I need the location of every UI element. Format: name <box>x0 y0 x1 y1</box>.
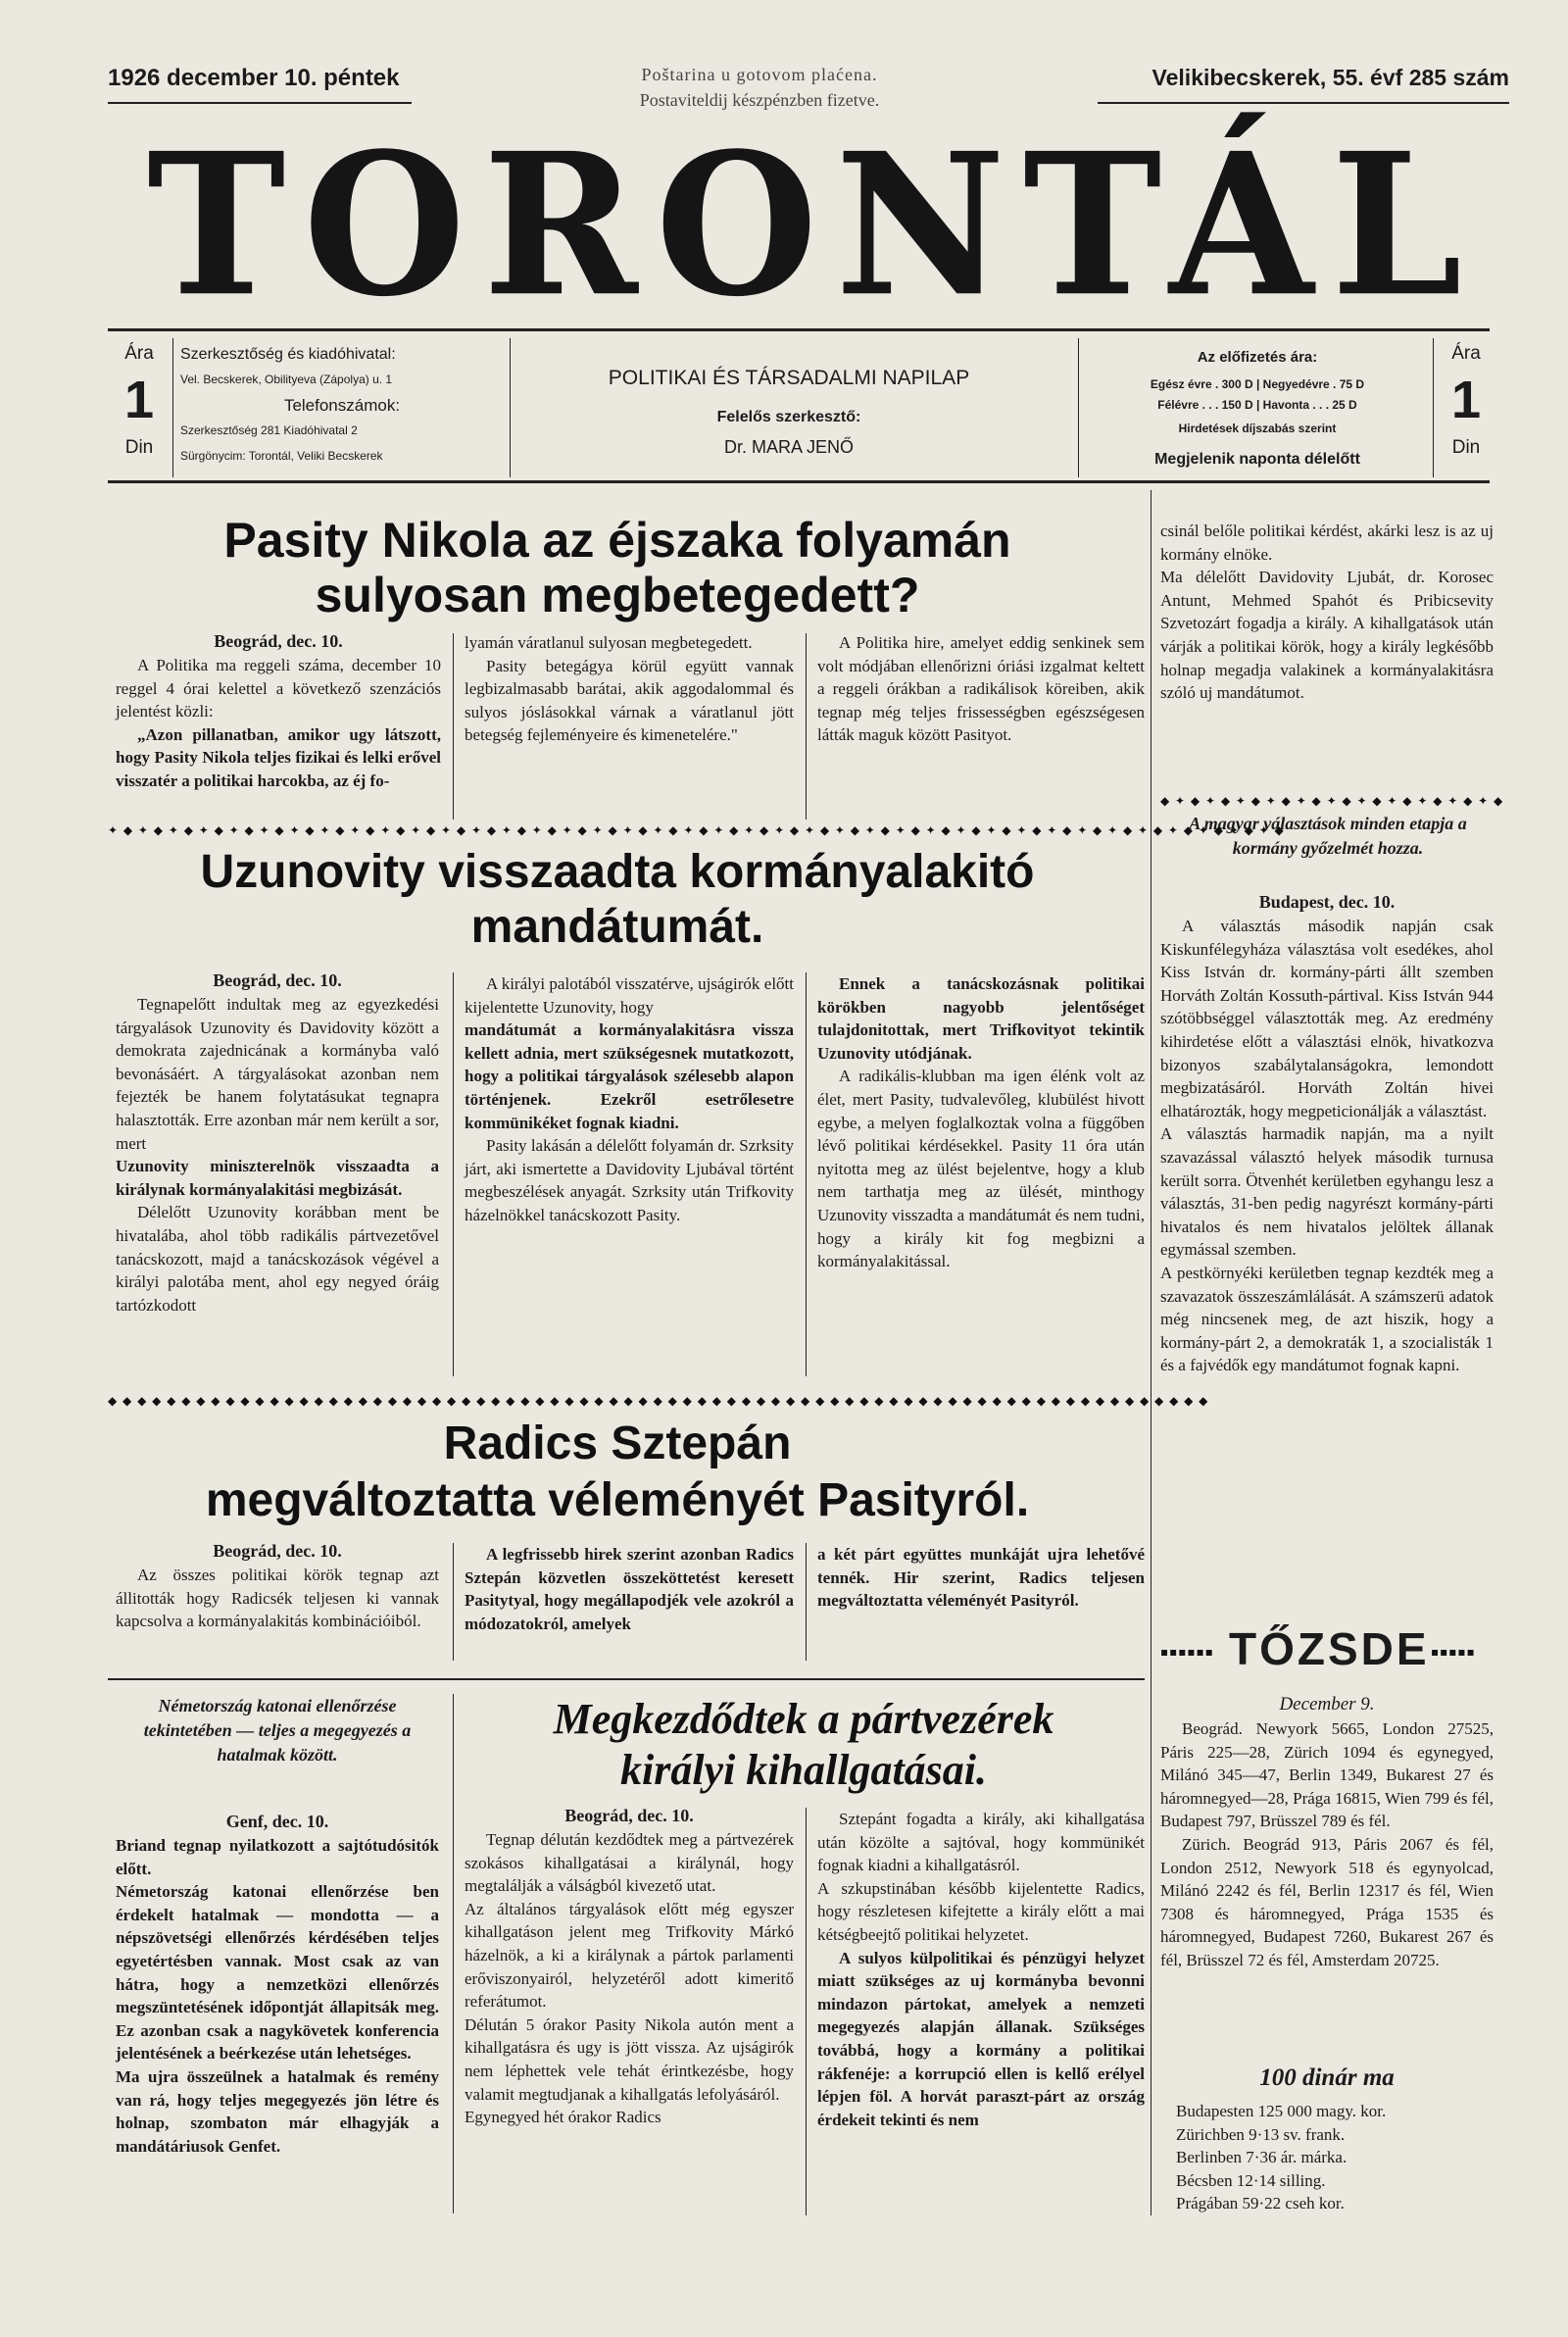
article5-headline-2: királyi kihallgatásai. <box>619 1746 988 1794</box>
bourse-zurich: Zürich. Beográd 913, Páris 2067 és fél, London 2512, Newyork 518 és egynyolcad, Milánó 2242 és fél, Berlin 12317 és fél, Wien 7308 és háromnegyed, Prága 1535 és háromnegyed, Budapest 7260, Bukarest 267 és fél, Brüsszel 72 és fél, Amsterdam 20725. <box>1160 1834 1494 1969</box>
article2-headline-2: mandátumát. <box>470 901 764 953</box>
subscription-title: Az előfizetés ára: <box>1197 349 1318 366</box>
right-top-text: csinál belőle politikai kérdést, akárki lesz is az uj kormány elnöke. Ma délelőtt Davidovity Ljubát, dr. Korosec Antunt, Mehmed Spahót és Pribicsevity Szvetozárt fogadja a király. A kihallgatások után várják a politikai körök, hogy a király legkésőbb holnap megadja valakinek a kormányalakitásra szóló uj mandátumot. <box>1160 522 1494 703</box>
price-value-left: 1 <box>123 371 155 429</box>
article4-body: Briand tegnap nyilatkozott a sajtótudósitók előtt. Németország katonai ellenőrzése ben érdekelt hatalmak — mondotta — a népszövetségi ellenőrzés kérdésében teljes egyetértésben vannak. Most csak az van hátra, hogy a nemzetközi ellenőrzés megszüntetésének időpontját állapitsák meg. Ez azonban csak a nagykövetek konferencia jelentésének a beérkezése után lehetséges. Ma ujra összeülnek a hatalmak és remény van rá, hogy teljes megegyezés jön létre és holnap, szombaton már elhagyják a mandátáriusok Genfet. <box>116 1836 439 2156</box>
price-label-right: Ára <box>1451 343 1481 364</box>
article5-col2-p1: Sztepánt fogadta a király, aki kihallgatása után közölte a sajtóval, hogy kommünikét fognak kiadni a kihallgatásról. A szkupstinában később kijelentette Radics, hogy részletesen kifejtette a király előtt a mai kétségbeejtő politikai helyzetet. <box>817 1810 1145 1944</box>
price-value-right: 1 <box>1450 371 1482 429</box>
article4-dateline: Genf, dec. 10. <box>225 1812 329 1831</box>
article3-headline-1: Radics Sztepán <box>443 1417 792 1469</box>
article1-col2-p1: lyamán váratlanul sulyosan megbetegedett. <box>465 633 753 652</box>
election-headline: A magyar választások minden etapja a kormány győzelmét hozza. <box>1189 814 1467 858</box>
article3-headline-2: megváltoztatta véleményét Pasityról. <box>205 1474 1030 1526</box>
bourse-beograd: Beográd. Newyork 5665, London 27525, Páris 225—28, Zürich 1094 és egynegyed, Milánó 345—47, Berlin 1349, Bukarest 27 és háromnegyed—28, Prága 16815, Wien 799 és fél, Budapest 797, Brüsszel 789 és fél. <box>1160 1719 1494 1831</box>
article1-col2-p2: Pasity betegágya körül együtt vannak legbizalmasabb barátai, akik aggodalommal és sulyos jóslásokkal várnak a váratlanul jött betegség fejleményeire és kimenetelére." <box>465 656 794 745</box>
editorial-address: Vel. Becskerek, Obilityeva (Zápolya) u. 1 <box>180 373 393 386</box>
editorial-office-title: Szerkesztőség és kiadóhivatal: <box>180 346 396 363</box>
article3-col3-text: a két párt együttes munkáját ujra lehetővé tennék. Hir szerint, Radics teljesen megváltoztatta véleményét Pasityról. <box>817 1545 1145 1611</box>
article1-headline-1: Pasity Nikola az éjszaka folyamán <box>223 513 1011 568</box>
editor-label: Felelős szerkesztő: <box>716 409 861 425</box>
newspaper-title: TORONTÁL <box>147 110 1480 340</box>
article5-col1-text: Tegnap délután kezdődtek meg a pártvezérek szokásos kihallgatásai a királynál, hogy megtalálják a válságból kivezető utat. Az általános tárgyalások előtt még egyszer kihallgatáson jelent meg Trifkovity Márkó házelnök, a ki a királynak a pártok parlamenti erőviszonyairól, helyzetéről adott kimeritő referátumot. Délután 5 órakor Pasity Nikola autón ment a kihallgatásra és ugy is jött vissza. Az ujságirók nem léphettek vele tehát érintkezésbe, hogy valamit megtudjanak a kihallgatás lefolyásáról. Egynegyed hét órakor Radics <box>465 1830 794 2127</box>
article1-dateline: Beográd, dec. 10. <box>214 631 343 651</box>
article2-col2-bold: mandátumát a kormányalakitásra vissza kellett adnia, mert szükségesnek mutatkozott, hogy a politikai tárgyalások szélesebb alapon történjenek. Ezekről esetrőlesetre kommünikéket fognak kiadni. <box>465 1020 794 1132</box>
article1-col1-bold: „Azon pillanatban, amikor ugy látszott, hogy Pasity Nikola teljes fizikai és lelki erővel visszatér a politikai harcokba, az éj fo- <box>116 724 441 790</box>
editor-name: Dr. MARA JENŐ <box>723 437 855 457</box>
price-unit-right: Din <box>1451 437 1481 458</box>
election-body: A választás második napján csak Kiskunfélegyháza választása volt esedékes, ahol Kiss István dr. kormány-párti állt szemben Horváth Zoltán Kossuth-pártival. Kiss István 944 szótöbbséggel választották meg. Az eredmény kihirdetése előtt a választási elnök, hivatkozva bizonyos szabálytalanságokra, lemondott megbizatásáról. Horváth Zoltán hivei elhatározták, hogy megpeticionálják a választást. A választás harmadik napján, ma a nyilt szavazással választó helyek második turnusa került sorra. Ötvenhét kerületben egyhangu lesz a választás, 31-ben pedig nagyrészt kormány-párti hivatalos és nem hivatalos jelöltek állanak egymással szemben. A pestkörnyéki kerületben tegnap kezdték meg a szavazatok összeszámlálását. A számszerü adatok még nincsenek meg, de azt hiszik, hogy a kormány-párt 2, a demokraták 1, a szocialisták 1 és a fajvédők egy mandátumot fognak kapni. <box>1160 917 1494 1375</box>
article1-col1-text: A Politika ma reggeli száma, december 10 reggel 4 órai kelettel a következő szenzációs jelentést közli: <box>116 656 441 721</box>
postage-line-2: Postaviteldij készpénzben fizetve. <box>639 90 880 110</box>
dinar-list <box>1176 2100 1490 2215</box>
issue-date: 1926 december 10. péntek <box>108 65 400 91</box>
bourse-title: TŐZSDE <box>1229 1623 1430 1674</box>
bourse-right-ornament: ▪▪▪▪▪ <box>1431 1645 1476 1659</box>
article1-headline-2: sulyosan megbetegedett? <box>315 568 920 622</box>
subscription-row-2: Félévre . . . 150 D | Havonta . . . 25 D <box>1157 398 1357 412</box>
postage-line-1: Poštarina u gotovom plaćena. <box>641 65 878 84</box>
ads-note: Hirdetések díjszabás szerint <box>1178 422 1337 435</box>
bourse-left-ornament: ▪▪▪▪▪▪ <box>1160 1645 1214 1659</box>
article2-dateline: Beográd, dec. 10. <box>213 970 342 990</box>
article3-col2-text: A legfrissebb hirek szerint azonban Radics Sztepán közvetlen összeköttetést keresett Pasitytyal, hogy megállapodjék vele azokról a módozatokról, amelyek <box>465 1545 794 1633</box>
article2-col3-bold: Ennek a tanácskozásnak politikai körökben nagyobb jelentőséget tulajdonitottak, mert Trifkovityot tekintik Uzunovity utódjának. <box>817 974 1145 1063</box>
bourse-date: December 9. <box>1279 1694 1375 1715</box>
subscription-row-1: Egész évre . 300 D | Negyedévre . 75 D <box>1150 377 1365 391</box>
paper-type: POLITIKAI ÉS TÁRSADALMI NAPILAP <box>608 367 970 389</box>
dinar-line: Prágában 59·22 cseh kor. <box>1176 2194 1345 2213</box>
article2-col1-p1: Tegnapelőtt indultak meg az egyezkedési tárgyalások Uzunovity és Davidovity között a demokrata zajednicának a kormányba való bevonásáért. A tárgyalásokat azonban nem fejezték be hanem folytatásukat tegnapra halasztották. Erre azonban már nem került a sor, mert <box>116 995 439 1153</box>
article3-col1-text: Az összes politikai körök tegnap azt állitották hogy Radicsék teljesen ki vannak kapcsolva a kormányalakitás kombinációiból. <box>116 1566 439 1631</box>
appears-daily: Megjelenik naponta délelőtt <box>1154 451 1360 468</box>
dinar-line: Bécsben 12·14 silling. <box>1176 2170 1326 2190</box>
article5-headline-1: Megkezdődtek a pártvezérek <box>553 1695 1054 1743</box>
place-and-issue: Velikibecskerek, 55. évf 285 szám <box>1152 65 1509 90</box>
dinar-line: Berlinben 7·36 ár. márka. <box>1176 2148 1348 2167</box>
dinar-line: Zürichben 9·13 sv. frank. <box>1176 2124 1346 2144</box>
article5-col2-bold: A sulyos külpolitikai és pénzügyi helyzet miatt szükséges az uj kormányba bevonni mindazon pártokat, amelyek a nemzeti megegyezés alapján állanak. Szükséges továbbá, hogy a kormány a politikai rákfenéje: a korrupció ellen is kellő erélyel lépjen föl. A horvát paraszt-párt az ország érdekeit tekinti és nem <box>817 1948 1145 2129</box>
divider-ornament-right: ◆ ✦ ◆ ✦ ◆ ✦ ◆ ✦ ◆ ✦ ◆ ✦ ◆ ✦ ◆ ✦ ◆ ✦ ◆ ✦ ◆ ✦ ◆ <box>1160 794 1504 808</box>
price-unit-left: Din <box>124 437 154 458</box>
price-label-left: Ára <box>124 343 154 364</box>
article3-dateline: Beográd, dec. 10. <box>213 1541 342 1561</box>
article2-headline-1: Uzunovity visszaadta kormányalakitó <box>200 846 1035 898</box>
article2-col3-p: A radikális-klubban ma igen élénk volt az élet, mert Pasity, tudvalevőleg, klubülést hivott egybe, a melyen foglalkoztak volna a függőben lévő politikai kérdésekkel. Pasity 11 óra után nyitotta meg az ülést bejelentve, hogy a klub nem tarthatja meg az ülését, minthogy Uzunovity visszadta a mandátumát és nem tudni, hogy a király kit fog megbizni a kormányalakitással. <box>817 1067 1145 1271</box>
election-dateline: Budapest, dec. 10. <box>1258 892 1396 912</box>
article1-col3-text: A Politika hire, amelyet eddig senkinek sem volt módjában ellenőrizni óriási izgalmat keltett a reggeli órákban a radikálisok köreiben, akik tegnap még teljes frissességben egészségesen látták maguk között Pasityot. <box>817 633 1145 745</box>
dinar-title: 100 dinár ma <box>1259 2064 1395 2091</box>
article2-col1-p2: Délelőtt Uzunovity korábban ment be hivatalába, ahol több radikális pártvezetővel tanácskozott, majd a tanácskozások végével a királyi palotába ment, ahol egy negyed óráig tartózkodott <box>116 1203 439 1315</box>
article4-headline: Németország katonai ellenőrzése tekintetében — teljes a megegyezés a hatalmak között. <box>143 1696 412 1765</box>
article2-col2-p1: A királyi palotából visszatérve, ujságirók előtt kijelentette Uzunovity, hogy <box>465 974 794 1017</box>
telegram-address: Sürgönycim: Torontál, Veliki Becskerek <box>180 449 383 463</box>
article5-dateline: Beográd, dec. 10. <box>564 1806 694 1825</box>
phones-line: Szerkesztőség 281 Kiadóhivatal 2 <box>180 423 358 437</box>
article2-col1-bold: Uzunovity miniszterelnök visszaadta a királynak kormányalakitási megbizását. <box>116 1157 439 1199</box>
article2-col2-p2: Pasity lakásán a délelőtt folyamán dr. Szrksity járt, aki ismertette a Davidovity Ljubával történt megbeszélések anyagát. Szrksity után Trifkovity házelnökkel tanácskozott Pasity. <box>465 1136 794 1224</box>
divider-ornament-2: ◆ ◆ ◆ ◆ ◆ ◆ ◆ ◆ ◆ ◆ ◆ ◆ ◆ ◆ ◆ ◆ ◆ ◆ ◆ ◆ ◆ ◆ ◆ ◆ ◆ ◆ ◆ ◆ ◆ ◆ ◆ ◆ ◆ ◆ ◆ ◆ ◆ ◆ ◆ ◆ ◆ ◆ ◆ ◆ ◆ ◆ ◆ ◆ ◆ ◆ ◆ ◆ ◆ ◆ ◆ ◆ ◆ ◆ ◆ ◆ ◆ ◆ ◆ ◆ ◆ ◆ ◆ ◆ ◆ ◆ ◆ ◆ ◆ ◆ ◆ <box>108 1394 1209 1408</box>
phones-title: Telefonszámok: <box>283 396 401 415</box>
divider-ornament-1: ✦ ◆ ✦ ◆ ✦ ◆ ✦ ◆ ✦ ◆ ✦ ◆ ✦ ◆ ✦ ◆ ✦ ◆ ✦ ◆ ✦ ◆ ✦ ◆ ✦ ◆ ✦ ◆ ✦ ◆ ✦ ◆ ✦ ◆ ✦ ◆ ✦ ◆ ✦ ◆ ✦ ◆ ✦ ◆ ✦ ◆ ✦ ◆ ✦ ◆ ✦ ◆ ✦ ◆ ✦ ◆ ✦ ◆ ✦ ◆ ✦ ◆ ✦ ◆ ✦ ◆ ✦ ◆ ✦ ◆ ✦ ◆ ✦ ◆ ✦ ◆ ✦ ◆ <box>108 823 1285 837</box>
dinar-line: Budapesten 125 000 magy. kor. <box>1176 2102 1387 2120</box>
